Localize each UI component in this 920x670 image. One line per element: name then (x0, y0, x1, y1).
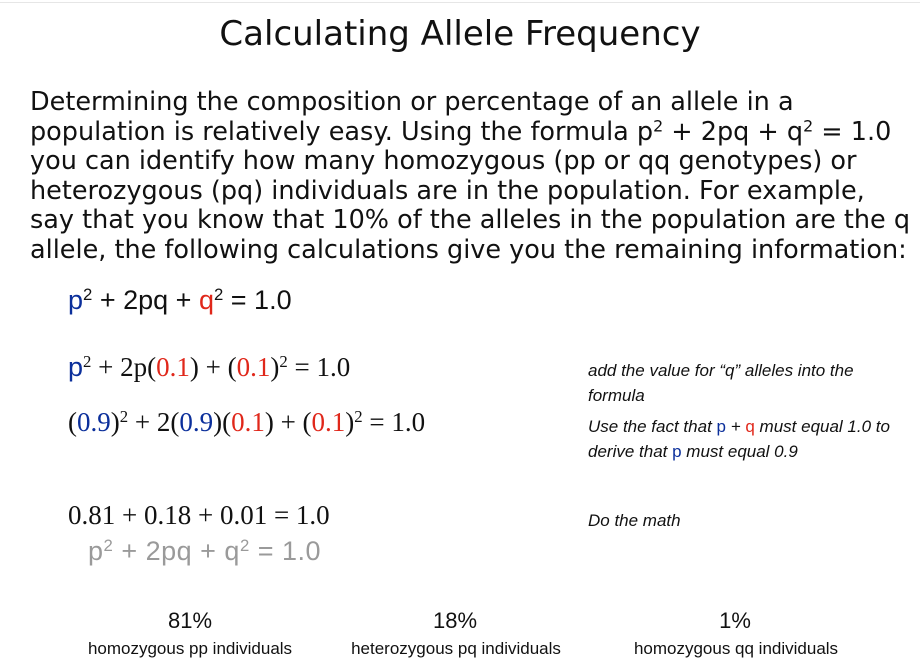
eq2-c: ) (270, 352, 280, 382)
eq5-exp-2: 2 (239, 535, 250, 555)
eq5-mid: + 2pq + q (113, 536, 240, 566)
eq2-b: ) + ( (189, 352, 237, 382)
eq5-end: = 1.0 (249, 536, 322, 566)
eq1-exp-1: 2 (83, 284, 93, 304)
eq2-p: p (68, 352, 84, 382)
eq3-end: = 1.0 (362, 407, 426, 437)
result-percent-qq: 1% (719, 608, 751, 633)
eq1-mid: + 2pq + (92, 285, 199, 315)
note2-p2: p (672, 442, 682, 461)
eq1-end: = 1.0 (223, 285, 292, 315)
eq2-q2: 0.1 (236, 352, 271, 382)
paragraph-text-2: + 2pq + q (663, 116, 804, 147)
eq2-q1: 0.1 (156, 352, 190, 382)
equation-substitute-p (68, 407, 425, 438)
eq2-end: = 1.0 (287, 352, 351, 382)
eq3-p2: 0.9 (179, 407, 214, 437)
note2-mid: must equal 1.0 to derive that (588, 417, 890, 461)
result-label-qq: homozygous qq individuals (633, 639, 839, 658)
eq2-a: + 2p( (91, 352, 157, 382)
eq3-e: ) (345, 407, 355, 437)
eq3-a: ) (110, 407, 120, 437)
slide-title: Calculating Allele Frequency (219, 14, 701, 54)
note2-end: must equal 0.9 (681, 442, 798, 461)
result-label-pq: heterozygous pq individuals (351, 639, 561, 658)
eq3-exp-2: 2 (354, 406, 363, 426)
eq3-open: ( (68, 407, 77, 437)
note2-q: q (745, 417, 755, 436)
intro-paragraph (30, 88, 910, 265)
eq1-exp-2: 2 (213, 284, 224, 304)
paragraph-superscript-2: 2 (803, 115, 814, 135)
eq3-c: )( (213, 407, 232, 437)
eq3-q2: 0.1 (311, 407, 346, 437)
eq5-exp-1: 2 (103, 535, 114, 555)
equation-hardy-weinberg (68, 285, 292, 316)
result-percent-pp: 81% (167, 608, 213, 633)
equation-numeric-sum: 0.81 + 0.18 + 0.01 = 1.0 (68, 500, 330, 530)
note2-p: p (716, 417, 726, 436)
result-percent-pq: 18% (432, 608, 478, 633)
note-do-the-math: Do the math (588, 511, 681, 530)
eq3-b: + 2( (128, 407, 180, 437)
eq1-p: p (68, 285, 84, 315)
paragraph-text-1: Determining the composition or percentage of an allele in a population is relatively easy. Using the formula p (30, 87, 794, 147)
paragraph-text-3: = 1.0 you can identify how many homozygous (pp or qq genotypes) or heterozygous (pq) individuals are in the population. For example, say that you know that 10% of the alleles in the population are the q allele, the following calculations give you the remaining information: (30, 116, 910, 265)
note2-plus: + (725, 417, 746, 436)
eq2-exp-1: 2 (83, 351, 92, 371)
eq3-q1: 0.1 (231, 407, 265, 437)
eq3-exp-1: 2 (119, 406, 129, 426)
paragraph-superscript-1: 2 (653, 115, 664, 135)
top-divider (0, 2, 920, 3)
eq3-d: ) + ( (264, 407, 312, 437)
equation-substitute-q (68, 352, 350, 383)
result-label-pp: homozygous pp individuals (87, 639, 293, 658)
note-derive-p (588, 414, 908, 464)
equation-general-form (88, 536, 321, 567)
eq3-p1: 0.9 (77, 407, 111, 437)
eq5-p: p (88, 536, 104, 566)
eq2-exp-2: 2 (279, 351, 288, 371)
eq1-q: q (198, 285, 214, 315)
note-add-q-value: add the value for “q” alleles into the formula (588, 361, 854, 405)
note2-pre: Use the fact that (588, 417, 717, 436)
